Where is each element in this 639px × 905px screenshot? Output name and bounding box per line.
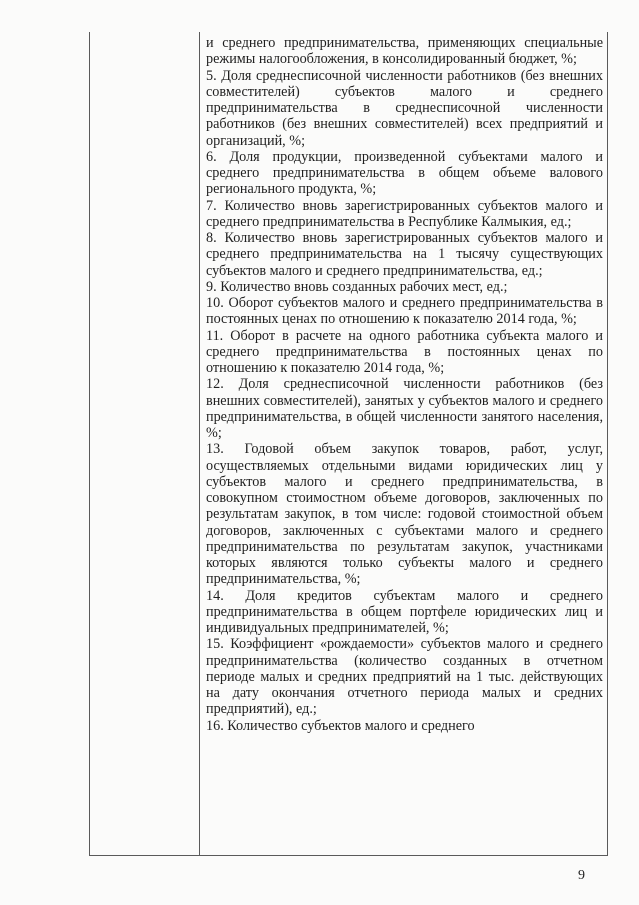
indicator-5: 5. Доля среднесписочной численности работников (без внешних совместителей) субъектов малого и среднего предпринимательства в среднесписочной численности работников (без внешних совместителей) всех предприятий и организаций, %; (206, 67, 603, 149)
indicator-12: 12. Доля среднесписочной численности работников (без внешних совместителей), занятых у субъектов малого и среднего предпринимательства, в общей численности занятого населения, %; (206, 376, 603, 441)
indicator-6: 6. Доля продукции, произведенной субъектами малого и среднего предпринимательства в общем объеме валового регионального продукта, %; (206, 148, 603, 198)
indicator-14: 14. Доля кредитов субъектам малого и среднего предпринимательства в общем портфеле юридических лиц и индивидуальных предпринимателей, %; (206, 587, 603, 636)
page-number: 9 (578, 868, 585, 883)
indicator-16: 16. Количество субъектов малого и среднего (206, 717, 475, 734)
indicator-4-continued: и среднего предпринимательства, применяющих специальные режимы налогообложения, в консолидированный бюджет, %; (206, 35, 603, 68)
indicators-table (89, 32, 608, 856)
indicator-15: 15. Коэффициент «рождаемости» субъектов малого и среднего предпринимательства (количество созданных в отчетном периоде малых и средних предприятий на 1 тыс. действующих на дату окончания отчетного периода малых и средних предприятий), ед.; (206, 636, 603, 718)
indicator-9: 9. Количество вновь созданных рабочих мест, ед.; (206, 278, 508, 295)
indicators-cell (206, 35, 603, 734)
indicator-10: 10. Оборот субъектов малого и среднего предпринимательства в постоянных ценах по отношению к показателю 2014 года, %; (206, 295, 603, 328)
indicator-13: 13. Годовой объем закупок товаров, работ, услуг, осуществляемых отдельными видами юридических лиц у субъектов малого и среднего предпринимательства, в совокупном стоимостном объеме договоров, заключенных по результатам закупок, в том числе: годовой стоимостной объем договоров, заключенных с субъектами малого и среднего предпринимательства по результатам закупок, участниками которых являются только субъекты малого и среднего предпринимательства, %; (206, 441, 603, 588)
indicator-8: 8. Количество вновь зарегистрированных субъектов малого и среднего предпринимательства на 1 тысячу существующих субъектов малого и среднего предпринимательства, ед.; (206, 230, 603, 279)
indicator-7: 7. Количество вновь зарегистрированных субъектов малого и среднего предпринимательства в Республике Калмыкия, ед.; (206, 197, 603, 230)
column-divider (199, 32, 200, 855)
indicator-11: 11. Оборот в расчете на одного работника субъекта малого и среднего предпринимательства в постоянных ценах по отношению к показателю 2014 года, %; (206, 327, 603, 376)
